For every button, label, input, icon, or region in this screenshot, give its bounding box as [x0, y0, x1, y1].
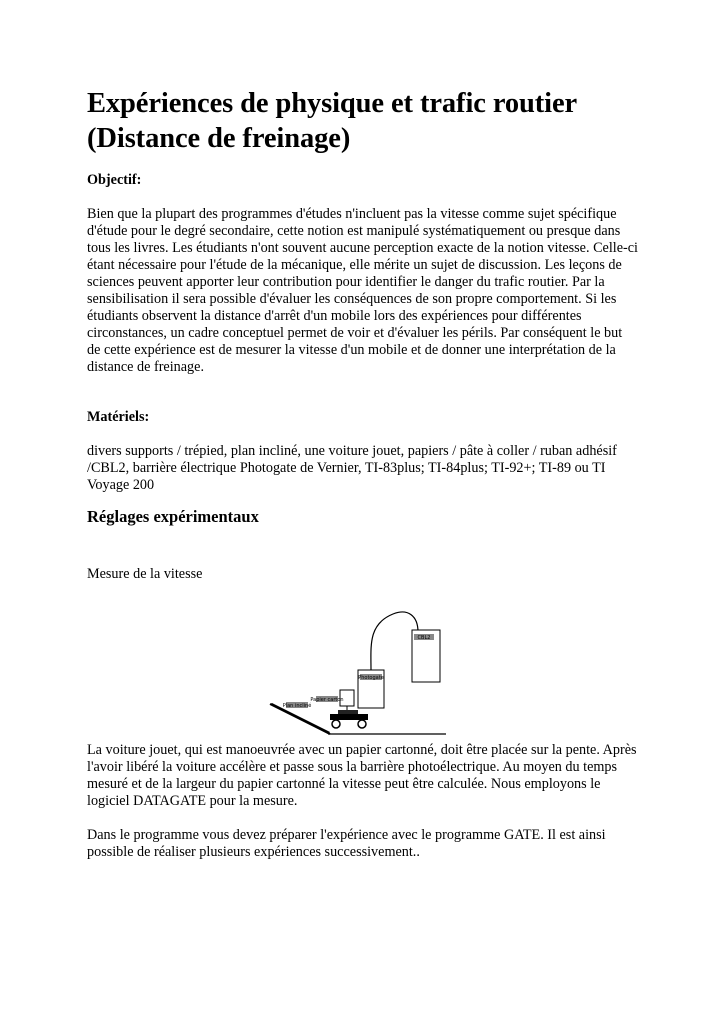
car-wheel-front — [358, 720, 366, 728]
objective-label: Objectif: — [87, 172, 142, 188]
objective-paragraph: Bien que la plupart des programmes d'études n'incluent pas la vitesse comme sujet spécifique d'étude pour le degré secondaire, cette notion est manipulé systématiquement ou presque dans tous les livres. Les étudiants n'ont souvent aucune perception exacte de la notion vitesse. Celle-ci étant nécessaire pour l'étude de la mécanique, elle mérite un sujet de discussion. Les leçons de sciences peuvent apporter leur contribution pour identifier le danger du trafic routier. Par la sensibilisation il sera possible d'évaluer les conséquences de son propre comportement. Si les étudiants observent la distance d'arrêt d'un mobile lors des expériences pour différentes circonstances, un cadre conceptuel permet de voir et d'évaluer les périls. Par conséquent le but de cette expérience est de mesurer la vitesse d'un mobile et de donner une interprétation de la distance de freinage. — [87, 206, 638, 375]
setup-heading: Réglages expérimentaux — [87, 507, 259, 526]
program-paragraph: Dans le programme vous devez préparer l'expérience avec le programme GATE. Il est ainsi possible de réaliser plusieurs expériences successivement.. — [87, 827, 606, 860]
ramp-label: Plan incliné — [282, 703, 312, 709]
materials-paragraph: divers supports / trépied, plan incliné, une voiture jouet, papiers / pâte à coller / ruban adhésif /CBL2, barrière électrique Photogate de Vernier, TI-83plus; TI-84plus; TI-92+; TI-89 ou TI Voyage 200 — [87, 443, 617, 493]
car-paragraph: La voiture jouet, qui est manoeuvrée avec un papier cartonné, doit être placée sur la pente. Après l'avoir libéré la voiture accélère et passe sous la barrière photoélectrique. Au moyen du temps mesuré et de la largeur du papier cartonné la vitesse peut être calculée. Nous employons le logiciel DATAGATE pour la mesure. — [87, 742, 637, 809]
connection-cable — [371, 612, 418, 670]
experiment-diagram — [268, 606, 450, 736]
car-wheel-rear — [332, 720, 340, 728]
experiment-setup-figure — [268, 606, 450, 736]
document-page — [87, 86, 639, 861]
toy-car-body — [330, 714, 368, 720]
title-line-2: (Distance de freinage) — [87, 123, 351, 154]
title-line-1: Expériences de physique et trafic routier — [87, 88, 578, 119]
cbl-label: CBL2 — [417, 635, 431, 641]
page-title — [87, 86, 639, 156]
photogate-label: Photogate — [358, 675, 384, 681]
speed-measure-label: Mesure de la vitesse — [87, 566, 203, 582]
materials-label: Matériels: — [87, 409, 150, 425]
cardboard-label: Papier carton — [310, 697, 344, 703]
toy-car-top — [338, 710, 358, 714]
